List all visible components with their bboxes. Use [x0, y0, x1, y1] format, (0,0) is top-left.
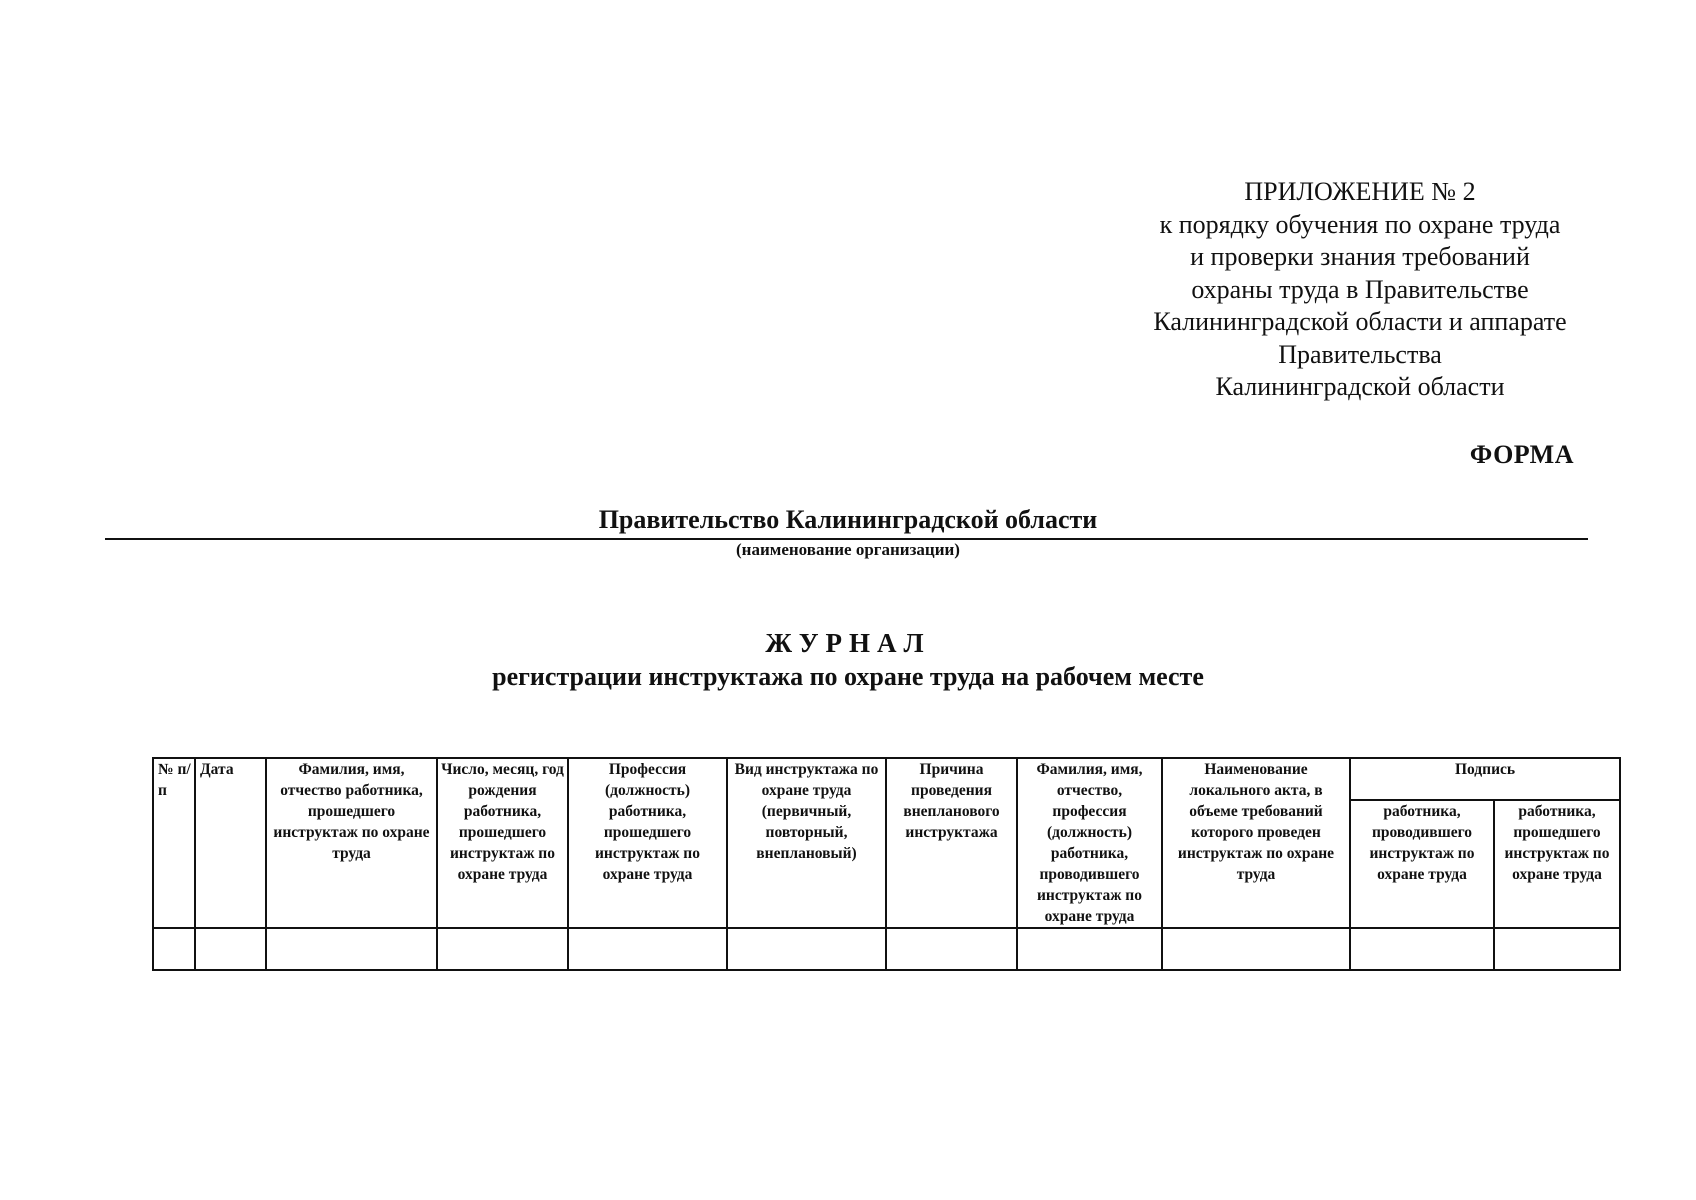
table-cell[interactable]	[1494, 928, 1620, 970]
appendix-block	[1100, 176, 1620, 404]
journal-title: ЖУРНАЛ	[765, 628, 931, 658]
table-cell[interactable]	[266, 928, 437, 970]
table-cell[interactable]	[568, 928, 727, 970]
column-header-signature-instructor: работника, проводившего инструктаж по охране труда	[1350, 800, 1494, 928]
table-row	[153, 928, 1620, 970]
appendix-line: Калининградской области	[1215, 372, 1505, 401]
column-header-unplanned-reason: Причина проведения внепланового инструктажа	[886, 758, 1017, 928]
table-cell[interactable]	[1350, 928, 1494, 970]
table-cell[interactable]	[153, 928, 195, 970]
table-cell[interactable]	[727, 928, 886, 970]
register-table	[152, 757, 1621, 971]
journal-subtitle: регистрации инструктажа по охране труда на рабочем месте	[492, 662, 1204, 691]
column-header-birth-date: Число, месяц, год рождения работника, прошедшего инструктаж по охране труда	[437, 758, 568, 928]
column-header-signature-trainee: работника, прошедшего инструктаж по охране труда	[1494, 800, 1620, 928]
table-cell[interactable]	[437, 928, 568, 970]
form-label: ФОРМА	[1469, 440, 1574, 469]
appendix-line: к порядку обучения по охране труда	[1159, 209, 1561, 239]
column-header-number: № п/п	[153, 758, 195, 928]
column-header-date: Дата	[195, 758, 266, 928]
organization-name: Правительство Калининградской области	[598, 505, 1098, 534]
table-cell[interactable]	[1017, 928, 1162, 970]
column-header-instruction-type: Вид инструктажа по охране труда (первичный, повторный, внеплановый)	[727, 758, 886, 928]
table-cell[interactable]	[1162, 928, 1350, 970]
appendix-title: ПРИЛОЖЕНИЕ № 2	[1244, 177, 1476, 206]
appendix-line: и проверки знания требований	[1190, 242, 1530, 271]
appendix-line: Калининградской области и аппарате	[1153, 307, 1567, 336]
column-header-local-act: Наименование локального акта, в объеме требований которого проведен инструктаж по охране труда	[1162, 758, 1350, 928]
appendix-line: Правительства	[1278, 339, 1442, 369]
column-header-instructor: Фамилия, имя, отчество, профессия (должность) работника, проводившего инструктаж по охране труда	[1017, 758, 1162, 928]
column-header-signature: Подпись	[1350, 758, 1620, 800]
appendix-line: охраны труда в Правительстве	[1191, 274, 1529, 304]
column-header-trainee-name: Фамилия, имя, отчество работника, прошедшего инструктаж по охране труда	[266, 758, 437, 928]
table-header-row	[153, 758, 1620, 800]
table-cell[interactable]	[195, 928, 266, 970]
organization-caption: (наименование организации)	[736, 540, 960, 559]
table-cell[interactable]	[886, 928, 1017, 970]
column-header-trainee-position: Профессия (должность) работника, прошедшего инструктаж по охране труда	[568, 758, 727, 928]
